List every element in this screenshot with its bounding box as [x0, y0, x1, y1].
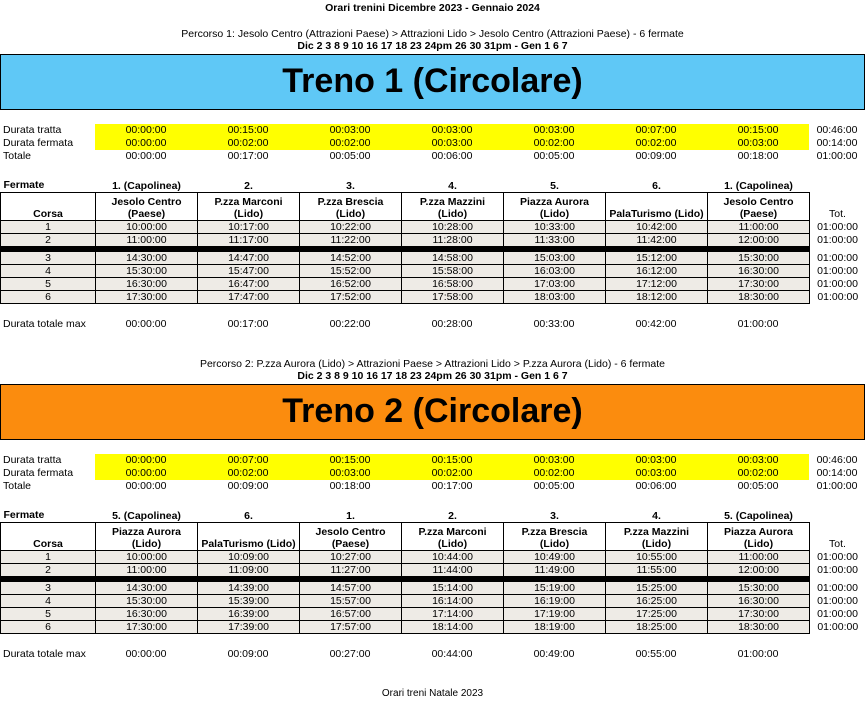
- departure-time: 15:19:00: [504, 581, 606, 594]
- table-row: [1, 594, 865, 607]
- stop-number: 6.: [652, 179, 661, 192]
- departure-time: 17:14:00: [402, 607, 504, 620]
- departure-time: 15:57:00: [300, 594, 402, 607]
- departure-time: 15:52:00: [300, 264, 402, 277]
- departure-time: 16:30:00: [96, 607, 198, 620]
- summary-value: 00:15:00: [299, 454, 401, 467]
- stop-name: [96, 192, 198, 220]
- departure-time: 11:09:00: [198, 563, 300, 576]
- table-row: [1, 620, 865, 633]
- corsa-number: 2: [1, 233, 96, 246]
- departure-time: 15:58:00: [402, 264, 504, 277]
- row-total: 01:00:00: [817, 607, 858, 620]
- stop-name-line2: (Lido): [539, 537, 570, 550]
- stop-number: 5. (Capolinea): [724, 509, 793, 522]
- stop-name-line2: (Lido): [131, 537, 162, 550]
- stop-name: [198, 522, 300, 550]
- departure-time: 17:52:00: [300, 290, 402, 303]
- departure-time: 17:30:00: [708, 277, 810, 290]
- departure-time: 11:27:00: [300, 563, 402, 576]
- table-row: [1, 290, 865, 303]
- summary-value: 00:03:00: [707, 137, 809, 150]
- departure-time: 17:57:00: [300, 620, 402, 633]
- stop-name-line2: PalaTurismo (Lido): [201, 537, 296, 550]
- stop-name-line2: (Paese): [739, 207, 778, 220]
- page-title: Orari trenini Dicembre 2023 - Gennaio 2024: [325, 2, 540, 14]
- stop-number: 6.: [244, 509, 253, 522]
- summary-value: 00:00:00: [125, 480, 167, 492]
- max-duration-value: 01:00:00: [737, 318, 779, 330]
- summary-value: 00:03:00: [503, 124, 605, 137]
- page-footer: Orari treni Natale 2023: [381, 688, 484, 699]
- stop-name-line1: Jesolo Centro: [723, 195, 794, 208]
- table-row: [1, 607, 865, 620]
- row-total: 01:00:00: [817, 264, 858, 277]
- stop-name-line1: [198, 526, 299, 538]
- departure-time: 15:14:00: [402, 581, 504, 594]
- max-duration-value: 00:28:00: [431, 318, 473, 330]
- stop-name-line1: P.zza Mazzini: [623, 525, 690, 538]
- max-duration-value: 00:00:00: [125, 648, 167, 660]
- tot-header: Tot.: [829, 538, 846, 550]
- departure-time: 12:00:00: [708, 233, 810, 246]
- corsa-number: 5: [1, 607, 96, 620]
- stop-number: 4.: [652, 509, 661, 522]
- summary-value: 00:03:00: [299, 467, 401, 480]
- row-total: 01:00:00: [817, 277, 858, 290]
- summary-value: 00:03:00: [503, 454, 605, 467]
- row-total: 01:00:00: [817, 581, 858, 594]
- stop-name-line2: (Lido): [437, 207, 468, 220]
- corsa-header: Corsa: [1, 192, 96, 220]
- max-duration-value: 00:27:00: [329, 648, 371, 660]
- corsa-number: 3: [1, 251, 96, 264]
- stop-name: [504, 192, 606, 220]
- summary-value: 00:05:00: [533, 480, 575, 492]
- row-total: 01:00:00: [817, 233, 858, 246]
- departure-time: 17:25:00: [606, 607, 708, 620]
- departure-time: 11:42:00: [606, 233, 708, 246]
- max-duration-value: 00:00:00: [125, 318, 167, 330]
- summary-value: 00:05:00: [533, 150, 575, 162]
- stop-name-line2: (Lido): [335, 207, 366, 220]
- stop-name: [402, 192, 504, 220]
- corsa-number: 5: [1, 277, 96, 290]
- summary-value: 00:07:00: [605, 124, 707, 137]
- fermate-label: Fermate: [3, 508, 45, 521]
- departure-time: 15:39:00: [198, 594, 300, 607]
- departure-time: 14:52:00: [300, 251, 402, 264]
- summary-value: 00:06:00: [635, 480, 677, 492]
- departure-time: 16:47:00: [198, 277, 300, 290]
- row-total: 01:00:00: [817, 251, 858, 264]
- table-row: [1, 251, 865, 264]
- max-duration-value: 01:00:00: [737, 648, 779, 660]
- departure-time: 18:03:00: [504, 290, 606, 303]
- summary-total: 00:14:00: [816, 137, 858, 149]
- stop-name: [300, 192, 402, 220]
- departure-time: 11:00:00: [708, 550, 810, 563]
- departure-time: 10:55:00: [606, 550, 708, 563]
- stop-number: 3.: [346, 179, 355, 192]
- departure-time: 11:00:00: [96, 233, 198, 246]
- summary-row: [0, 454, 865, 467]
- stop-name-line2: PalaTurismo (Lido): [609, 207, 704, 220]
- summary-value: 00:18:00: [737, 150, 779, 162]
- stop-number: 1.: [346, 509, 355, 522]
- max-duration-value: 00:55:00: [635, 648, 677, 660]
- departure-time: 11:17:00: [198, 233, 300, 246]
- stop-name-line2: (Lido): [743, 537, 774, 550]
- stop-name-line1: Piazza Aurora: [519, 195, 590, 208]
- departure-time: 14:47:00: [198, 251, 300, 264]
- summary-value: 00:09:00: [227, 480, 269, 492]
- departure-time: 10:27:00: [300, 550, 402, 563]
- summary-total: 00:46:00: [816, 124, 858, 136]
- departure-time: 10:00:00: [96, 550, 198, 563]
- corsa-number: 6: [1, 290, 96, 303]
- departure-time: 18:12:00: [606, 290, 708, 303]
- summary-value: 00:02:00: [197, 137, 299, 150]
- stop-name-line1: P.zza Mazzini: [419, 195, 486, 208]
- departure-time: 15:30:00: [96, 594, 198, 607]
- departure-time: 11:44:00: [402, 563, 504, 576]
- max-duration-value: 00:42:00: [635, 318, 677, 330]
- summary-value: 00:17:00: [431, 480, 473, 492]
- summary-label: Totale: [3, 480, 32, 492]
- departure-time: 17:30:00: [96, 620, 198, 633]
- summary-value: 00:02:00: [503, 137, 605, 150]
- departure-time: 18:30:00: [708, 290, 810, 303]
- departure-time: 17:03:00: [504, 277, 606, 290]
- max-duration-label: Durata totale max: [3, 648, 86, 660]
- departure-time: 11:55:00: [606, 563, 708, 576]
- stop-name: [606, 192, 708, 220]
- corsa-number: 1: [1, 220, 96, 233]
- stop-name-line1: P.zza Brescia: [521, 525, 588, 538]
- departure-time: 15:30:00: [96, 264, 198, 277]
- departure-time: 10:49:00: [504, 550, 606, 563]
- max-duration-value: 00:49:00: [533, 648, 575, 660]
- row-total: 01:00:00: [817, 563, 858, 576]
- stop-name-line1: P.zza Marconi: [214, 195, 283, 208]
- departure-time: 10:28:00: [402, 220, 504, 233]
- route-description: Percorso 2: P.zza Aurora (Lido) > Attrazioni Paese > Attrazioni Lido > P.zza Aurora (Lido) - 6 fermate: [199, 358, 666, 370]
- stop-number: 4.: [448, 179, 457, 192]
- stop-name-line2: (Lido): [539, 207, 570, 220]
- summary-total: 00:46:00: [816, 454, 858, 466]
- table-row: [1, 550, 865, 563]
- summary-value: 00:03:00: [605, 467, 707, 480]
- departure-time: 15:47:00: [198, 264, 300, 277]
- departure-time: 11:49:00: [504, 563, 606, 576]
- stop-name-line2: (Paese): [127, 207, 166, 220]
- summary-value: 00:03:00: [401, 124, 503, 137]
- route-description: Percorso 1: Jesolo Centro (Attrazioni Paese) > Attrazioni Lido > Jesolo Centro (Attrazioni Paese) - 6 fermate: [181, 28, 684, 40]
- departure-time: 16:19:00: [504, 594, 606, 607]
- summary-value: 00:15:00: [197, 124, 299, 137]
- summary-value: 00:02:00: [503, 467, 605, 480]
- max-duration-value: 00:22:00: [329, 318, 371, 330]
- summary-value: 00:18:00: [329, 480, 371, 492]
- tot-header: Tot.: [829, 208, 846, 220]
- stop-number: 2.: [244, 179, 253, 192]
- departure-time: 16:12:00: [606, 264, 708, 277]
- departure-time: 15:30:00: [708, 581, 810, 594]
- departure-time: 17:47:00: [198, 290, 300, 303]
- departure-time: 18:25:00: [606, 620, 708, 633]
- max-duration-value: 00:44:00: [431, 648, 473, 660]
- summary-value: 00:00:00: [125, 150, 167, 162]
- stop-name-line1: Jesolo Centro: [315, 525, 386, 538]
- departure-time: 16:25:00: [606, 594, 708, 607]
- summary-value: 00:03:00: [605, 454, 707, 467]
- stop-name: [708, 522, 810, 550]
- summary-value: 00:00:00: [95, 124, 197, 137]
- departure-time: 18:14:00: [402, 620, 504, 633]
- departure-time: 10:09:00: [198, 550, 300, 563]
- summary-value: 00:03:00: [299, 124, 401, 137]
- departure-time: 16:52:00: [300, 277, 402, 290]
- stop-number: 1. (Capolinea): [724, 179, 793, 192]
- stop-name-line2: (Lido): [437, 537, 468, 550]
- service-dates: Dic 2 3 8 9 10 16 17 18 23 24pm 26 30 31pm - Gen 1 6 7: [297, 40, 568, 52]
- row-total: 01:00:00: [817, 594, 858, 607]
- stop-number: 5.: [550, 179, 559, 192]
- departure-time: 17:39:00: [198, 620, 300, 633]
- departure-time: 16:30:00: [708, 264, 810, 277]
- max-duration-row: [0, 318, 865, 331]
- table-row: [1, 264, 865, 277]
- stop-number: 1. (Capolinea): [112, 179, 181, 192]
- train-banner: Treno 2 (Circolare): [0, 384, 865, 440]
- stop-name: [96, 522, 198, 550]
- summary-total: 01:00:00: [816, 150, 858, 162]
- summary-value: 00:02:00: [299, 137, 401, 150]
- stop-name-line1: P.zza Brescia: [317, 195, 384, 208]
- stop-number: 5. (Capolinea): [112, 509, 181, 522]
- table-row: [1, 220, 865, 233]
- corsa-number: 6: [1, 620, 96, 633]
- schedule-table: [0, 178, 865, 304]
- departure-time: 17:19:00: [504, 607, 606, 620]
- departure-time: 10:33:00: [504, 220, 606, 233]
- departure-time: 17:12:00: [606, 277, 708, 290]
- departure-time: 16:03:00: [504, 264, 606, 277]
- summary-value: 00:03:00: [401, 137, 503, 150]
- departure-time: 16:30:00: [96, 277, 198, 290]
- stop-name-line1: Piazza Aurora: [111, 525, 182, 538]
- departure-time: 18:30:00: [708, 620, 810, 633]
- summary-label: Durata fermata: [3, 137, 74, 149]
- stop-name-line2: (Paese): [331, 537, 370, 550]
- departure-time: 10:44:00: [402, 550, 504, 563]
- summary-value: 00:02:00: [197, 467, 299, 480]
- row-total: 01:00:00: [817, 220, 858, 233]
- summary-value: 00:00:00: [95, 454, 197, 467]
- departure-time: 11:22:00: [300, 233, 402, 246]
- summary-value: 00:05:00: [329, 150, 371, 162]
- summary-value: 00:02:00: [401, 467, 503, 480]
- summary-row: [0, 467, 865, 480]
- summary-total: 00:14:00: [816, 467, 858, 479]
- stop-name-line2: (Lido): [641, 537, 672, 550]
- stop-name-line1: Jesolo Centro: [111, 195, 182, 208]
- departure-time: 16:39:00: [198, 607, 300, 620]
- departure-time: 15:03:00: [504, 251, 606, 264]
- stop-name-line1: P.zza Marconi: [418, 525, 487, 538]
- departure-time: 16:58:00: [402, 277, 504, 290]
- summary-row: [0, 480, 865, 493]
- table-row: [1, 563, 865, 576]
- departure-time: 17:30:00: [96, 290, 198, 303]
- corsa-number: 4: [1, 264, 96, 277]
- summary-value: 00:00:00: [95, 467, 197, 480]
- departure-time: 11:00:00: [708, 220, 810, 233]
- departure-time: 11:33:00: [504, 233, 606, 246]
- max-duration-value: 00:09:00: [227, 648, 269, 660]
- departure-time: 15:30:00: [708, 251, 810, 264]
- corsa-number: 4: [1, 594, 96, 607]
- summary-row: [0, 137, 865, 150]
- departure-time: 16:14:00: [402, 594, 504, 607]
- summary-row: [0, 124, 865, 137]
- departure-time: 17:58:00: [402, 290, 504, 303]
- summary-value: 00:06:00: [431, 150, 473, 162]
- departure-time: 16:57:00: [300, 607, 402, 620]
- summary-value: 00:15:00: [401, 454, 503, 467]
- stop-name: [606, 522, 708, 550]
- departure-time: 10:17:00: [198, 220, 300, 233]
- table-row: [1, 277, 865, 290]
- row-total: 01:00:00: [817, 620, 859, 633]
- corsa-number: 1: [1, 550, 96, 563]
- departure-time: 14:30:00: [96, 251, 198, 264]
- departure-time: 15:25:00: [606, 581, 708, 594]
- departure-time: 18:19:00: [504, 620, 606, 633]
- schedule-table: [0, 508, 865, 634]
- train-banner: Treno 1 (Circolare): [0, 54, 865, 110]
- departure-time: 16:30:00: [708, 594, 810, 607]
- summary-value: 00:03:00: [707, 454, 809, 467]
- departure-time: 12:00:00: [708, 563, 810, 576]
- stop-number: 3.: [550, 509, 559, 522]
- departure-time: 14:57:00: [300, 581, 402, 594]
- summary-row: [0, 150, 865, 163]
- departure-time: 10:22:00: [300, 220, 402, 233]
- summary-value: 00:07:00: [197, 454, 299, 467]
- row-total: 01:00:00: [817, 550, 858, 563]
- stop-name: [198, 192, 300, 220]
- corsa-number: 3: [1, 581, 96, 594]
- summary-total: 01:00:00: [816, 480, 858, 492]
- corsa-header: Corsa: [1, 522, 96, 550]
- summary-value: 00:09:00: [635, 150, 677, 162]
- stop-name-line2: (Lido): [233, 207, 264, 220]
- departure-time: 17:30:00: [708, 607, 810, 620]
- max-duration-label: Durata totale max: [3, 318, 86, 330]
- departure-time: 15:12:00: [606, 251, 708, 264]
- stop-name-line1: Piazza Aurora: [723, 525, 794, 538]
- departure-time: 11:00:00: [96, 563, 198, 576]
- stop-name: [300, 522, 402, 550]
- fermate-label: Fermate: [3, 178, 45, 191]
- table-row: [1, 233, 865, 246]
- summary-label: Totale: [3, 150, 32, 162]
- service-dates: Dic 2 3 8 9 10 16 17 18 23 24pm 26 30 31pm - Gen 1 6 7: [297, 370, 568, 382]
- summary-value: 00:05:00: [737, 480, 779, 492]
- summary-value: 00:02:00: [605, 137, 707, 150]
- summary-value: 00:00:00: [95, 137, 197, 150]
- summary-value: 00:17:00: [227, 150, 269, 162]
- stop-name: [708, 192, 810, 220]
- stop-name-line1: [606, 196, 707, 208]
- row-total: 01:00:00: [817, 290, 859, 303]
- table-row: [1, 581, 865, 594]
- corsa-number: 2: [1, 563, 96, 576]
- summary-label: Durata fermata: [3, 467, 74, 479]
- departure-time: 10:00:00: [96, 220, 198, 233]
- departure-time: 11:28:00: [402, 233, 504, 246]
- departure-time: 14:30:00: [96, 581, 198, 594]
- departure-time: 10:42:00: [606, 220, 708, 233]
- stop-name: [504, 522, 606, 550]
- max-duration-value: 00:33:00: [533, 318, 575, 330]
- max-duration-row: [0, 648, 865, 661]
- max-duration-value: 00:17:00: [227, 318, 269, 330]
- stop-number: 2.: [448, 509, 457, 522]
- duration-summary: [0, 454, 865, 493]
- summary-label: Durata tratta: [3, 454, 62, 466]
- summary-value: 00:02:00: [707, 467, 809, 480]
- summary-value: 00:15:00: [707, 124, 809, 137]
- duration-summary: [0, 124, 865, 163]
- stop-name: [402, 522, 504, 550]
- departure-time: 14:58:00: [402, 251, 504, 264]
- departure-time: 14:39:00: [198, 581, 300, 594]
- summary-label: Durata tratta: [3, 124, 62, 136]
